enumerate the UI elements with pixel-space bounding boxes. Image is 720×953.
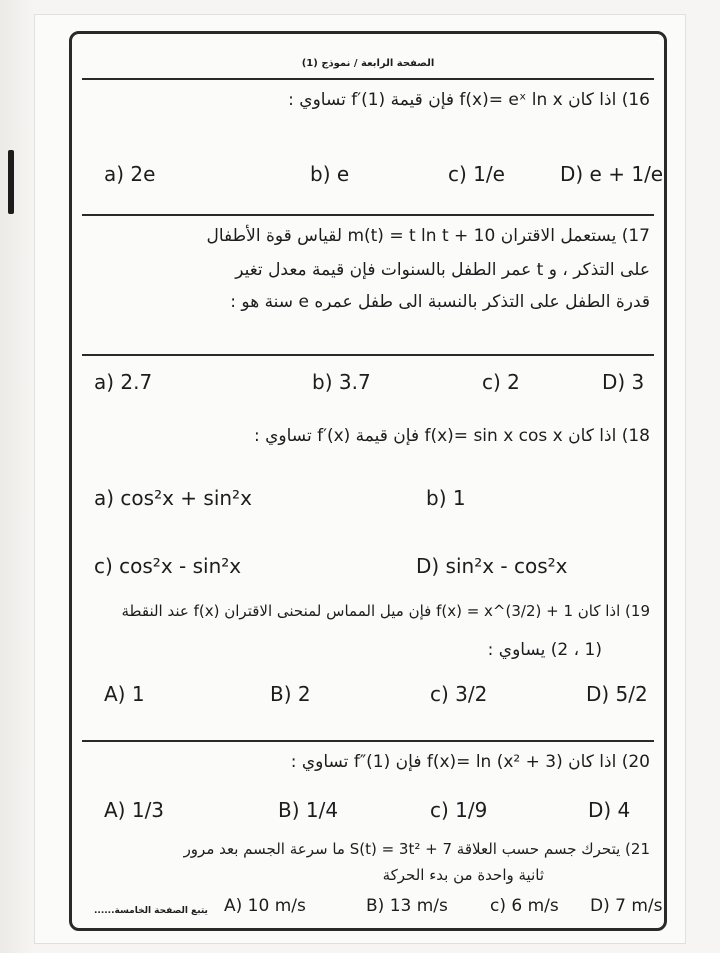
question-21-options (82, 896, 663, 930)
q16-option-d: D) e + 1/e (560, 162, 664, 186)
page-shadow (0, 0, 34, 953)
q21-option-b: B) 13 m/s (366, 896, 448, 916)
question-20-options (82, 798, 654, 832)
q18-option-c: c) cos²x - sin²x (94, 554, 242, 578)
q16-option-c: c) 1/e (448, 162, 505, 186)
question-17-options (82, 370, 654, 404)
q19-option-d: D) 5/2 (586, 682, 648, 706)
question-20-text: 20) اذا كان f(x)= ln (x² + 3) فإن f″(1) تساوي : (290, 752, 650, 772)
q19-option-c: c) 3/2 (430, 682, 488, 706)
divider-17a (82, 354, 654, 356)
question-21-line-1: 21) يتحرك جسم حسب العلاقة S(t) = 3t² + 7 ما سرعة الجسم بعد مرور (183, 840, 650, 858)
question-16-options (82, 162, 664, 196)
page-header: الصفحة الرابعة / نموذج (1) (301, 58, 435, 69)
q19-option-b: B) 2 (270, 682, 311, 706)
q18-option-d: D) sin²x - cos²x (416, 554, 568, 578)
q20-option-d: D) 4 (588, 798, 631, 822)
q21-option-d: D) 7 m/s (590, 896, 663, 916)
q20-option-b: B) 1/4 (278, 798, 339, 822)
q19-option-a: A) 1 (104, 682, 145, 706)
question-19-line-1: 19) اذا كان f(x) = x^(3/2) + 1 فإن ميل المماس لمنحنى الاقتران f(x) عند النقطة (121, 602, 650, 620)
q17-option-b: b) 3.7 (312, 370, 371, 394)
scan-edge-mark (8, 150, 14, 214)
q17-option-d: D) 3 (602, 370, 645, 394)
question-18-options-row-2 (82, 554, 654, 588)
question-17-line-1: 17) يستعمل الاقتران m(t) = t ln t + 10 لقياس قوة الأطفال (206, 226, 650, 246)
question-19-line-2: (1 ، 2) يساوي : (487, 640, 602, 660)
divider-19 (82, 740, 654, 742)
question-16-text: 16) اذا كان f(x)= eˣ ln x فإن قيمة f′(1) تساوي : (288, 90, 650, 110)
q18-option-b: b) 1 (426, 486, 466, 510)
q17-option-c: c) 2 (482, 370, 520, 394)
question-18-text: 18) اذا كان f(x)= sin x cos x فإن قيمة f′(x) تساوي : (253, 426, 650, 446)
question-17-line-2: على التذكر ، و t عمر الطفل بالسنوات فإن قيمة معدل تغير (235, 260, 650, 280)
question-21-line-2: ثانية واحدة من بدء الحركة (382, 866, 544, 884)
q21-option-a: A) 10 m/s (224, 896, 306, 916)
q17-option-a: a) 2.7 (94, 370, 153, 394)
exam-page (34, 14, 686, 944)
divider-16 (82, 214, 654, 216)
q20-option-a: A) 1/3 (104, 798, 165, 822)
q20-option-c: c) 1/9 (430, 798, 488, 822)
q16-option-a: a) 2e (104, 162, 156, 186)
question-17-line-3: قدرة الطفل على التذكر بالنسبة الى طفل عمره e سنة هو : (230, 292, 650, 312)
q16-option-b: b) e (310, 162, 350, 186)
question-18-options-row-1 (82, 486, 654, 520)
q21-option-c: c) 6 m/s (490, 896, 559, 916)
header-rule (82, 78, 654, 80)
q18-option-a: a) cos²x + sin²x (94, 486, 252, 510)
question-19-options (82, 682, 654, 716)
continue-note: يتبع الصفحة الخامسة...... (94, 906, 208, 916)
exam-frame (69, 31, 667, 931)
